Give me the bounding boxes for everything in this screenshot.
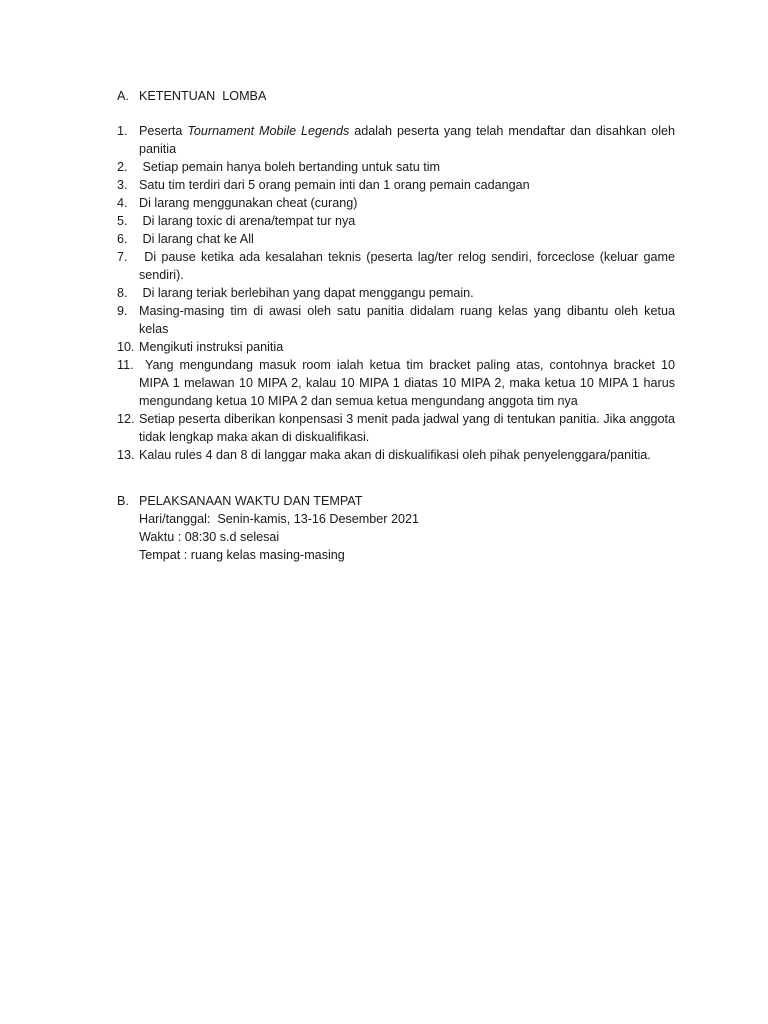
rule-number: 12.: [117, 412, 135, 426]
rule-item: [117, 284, 675, 302]
rule-text: Satu tim terdiri dari 5 orang pemain inti dan 1 orang pemain cadangan: [139, 178, 530, 192]
rule-item: [117, 410, 675, 446]
rule-text-pre: Peserta: [139, 124, 188, 138]
rule-number: 5.: [117, 214, 128, 228]
rule-item: [117, 212, 675, 230]
section-a-heading: [117, 87, 266, 105]
rule-number: 1.: [117, 124, 128, 138]
rule-text: Masing-masing tim di awasi oleh satu panitia didalam ruang kelas yang dibantu oleh ketua kelas: [139, 304, 675, 336]
schedule-time: Waktu : 08:30 s.d selesai: [139, 530, 280, 544]
rule-item: [117, 302, 675, 338]
section-b-heading: [117, 492, 362, 510]
rule-number: 2.: [117, 160, 128, 174]
rule-number: 10.: [117, 340, 135, 354]
rule-text-post: adalah peserta yang telah mendaftar dan disahkan oleh panitia: [139, 124, 679, 156]
rule-number: 8.: [117, 286, 128, 300]
rule-number: 11.: [117, 358, 134, 372]
rule-number: 7.: [117, 250, 128, 264]
rule-item: [117, 158, 675, 176]
rule-number: 13.: [117, 448, 135, 462]
rule-number: 3.: [117, 178, 128, 192]
rule-text: Kalau rules 4 dan 8 di langgar maka akan di diskualifikasi oleh pihak penyelenggara/panitia.: [139, 448, 651, 462]
schedule-date: Hari/tanggal: Senin-kamis, 13-16 Desember 2021: [139, 512, 420, 526]
rules-list: [117, 122, 679, 464]
rule-item: [117, 176, 675, 194]
rule-item: [117, 122, 679, 158]
rule-text: Yang mengundang masuk room ialah ketua tim bracket paling atas, contohnya bracket 10 MIPA 1 melawan 10 MIPA 2, kalau 10 MIPA 1 diatas 10 MIPA 2, maka ketua 10 MIPA 1 harus mengundang ketua 10 MIPA 2 dan semua ketua mengundang anggota tim nya: [139, 358, 679, 408]
section-a-title: KETENTUAN LOMBA: [139, 89, 267, 103]
rule-item: [117, 446, 675, 464]
section-b-letter: B.: [117, 494, 129, 508]
rule-text: Di pause ketika ada kesalahan teknis (peserta lag/ter relog sendiri, forceclose (keluar game sendiri).: [139, 250, 679, 282]
section-b-title: PELAKSANAAN WAKTU DAN TEMPAT: [139, 494, 363, 508]
rule-item: [117, 194, 675, 212]
rule-text: Di larang menggunakan cheat (curang): [139, 196, 358, 210]
rule-text: Di larang teriak berlebihan yang dapat menggangu pemain.: [139, 286, 474, 300]
rule-number: 4.: [117, 196, 128, 210]
rule-text: Mengikuti instruksi panitia: [139, 340, 284, 354]
schedule-place: Tempat : ruang kelas masing-masing: [139, 548, 345, 562]
rule-item: [117, 356, 679, 410]
rule-item: [117, 338, 675, 356]
rule-text: [139, 122, 679, 158]
schedule-details: [139, 510, 419, 564]
rule-text-emphasis: Tournament Mobile Legends: [187, 124, 350, 138]
section-a-letter: A.: [117, 89, 129, 103]
rule-text: Di larang chat ke All: [139, 232, 254, 246]
rule-text: Setiap peserta diberikan konpensasi 3 menit pada jadwal yang di tentukan panitia. Jika anggota tidak lengkap maka akan di diskualifikasi.: [139, 412, 675, 444]
rule-number: 6.: [117, 232, 128, 246]
rule-text: Di larang toxic di arena/tempat tur nya: [139, 214, 356, 228]
rule-text: Setiap pemain hanya boleh bertanding untuk satu tim: [139, 160, 441, 174]
rule-number: 9.: [117, 304, 128, 318]
rule-item: [117, 248, 679, 284]
rule-item: [117, 230, 675, 248]
